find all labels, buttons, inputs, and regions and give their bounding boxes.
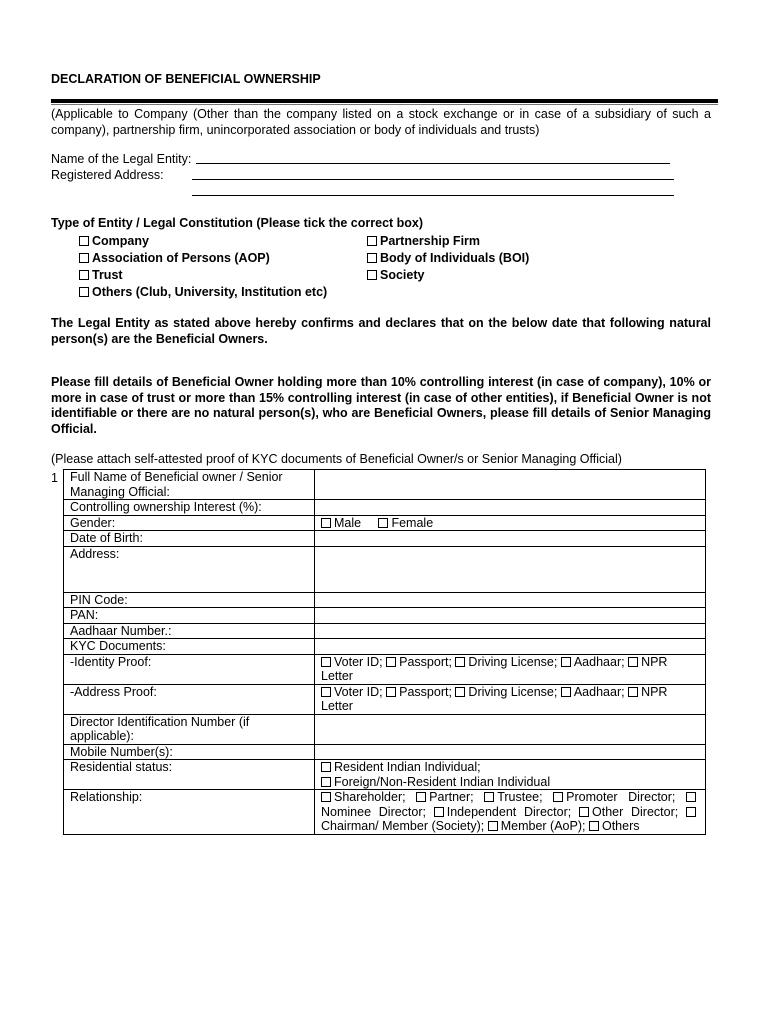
- table-row: [64, 515, 706, 531]
- table-row: [64, 639, 706, 655]
- checkbox[interactable]: [488, 821, 498, 831]
- relationship-trustee[interactable]: Trustee;: [484, 790, 542, 804]
- relationship-shareholder[interactable]: Shareholder;: [321, 790, 406, 804]
- address-passport[interactable]: Passport;: [386, 685, 452, 699]
- option-boi[interactable]: Body of Individuals (BOI): [367, 251, 529, 265]
- checkbox[interactable]: [628, 687, 638, 697]
- address-driving-license[interactable]: Driving License;: [455, 685, 557, 699]
- mobile-field[interactable]: [315, 744, 706, 760]
- entity-type-heading: Type of Entity / Legal Constitution (Please tick the correct box): [51, 216, 424, 230]
- relationship-promoter-director[interactable]: Promoter Director;: [553, 790, 675, 804]
- table-row: [64, 760, 706, 790]
- legal-entity-name-label: Name of the Legal Entity:: [51, 152, 192, 166]
- gender-option-female[interactable]: Female: [378, 516, 433, 530]
- address-field[interactable]: [315, 546, 706, 592]
- dob-label: Date of Birth:: [64, 531, 315, 547]
- document-title: DECLARATION OF BENEFICIAL OWNERSHIP: [51, 72, 321, 86]
- address-aadhaar[interactable]: Aadhaar;: [561, 685, 625, 699]
- identity-proof-options: Voter ID; Passport; Driving License; Aadhaar; NPR Letter: [315, 654, 706, 684]
- checkbox[interactable]: [79, 253, 89, 263]
- residential-foreign-nri[interactable]: Foreign/Non-Resident Indian Individual: [321, 775, 699, 790]
- checkbox[interactable]: [367, 253, 377, 263]
- checkbox[interactable]: [686, 792, 696, 802]
- checkbox[interactable]: [561, 687, 571, 697]
- pin-field[interactable]: [315, 592, 706, 608]
- title-divider-shadow: [51, 104, 718, 105]
- controlling-interest-label: Controlling ownership Interest (%):: [64, 500, 315, 516]
- checkbox[interactable]: [367, 270, 377, 280]
- gender-option-male[interactable]: Male: [321, 516, 361, 530]
- table-row: [64, 654, 706, 684]
- identity-proof-label: -Identity Proof:: [64, 654, 315, 684]
- title-divider: [51, 99, 718, 103]
- table-row: [64, 531, 706, 547]
- table-row: [64, 744, 706, 760]
- identity-npr-letter[interactable]: [628, 655, 641, 669]
- gender-label: Gender:: [64, 515, 315, 531]
- kyc-label: KYC Documents:: [64, 639, 315, 655]
- relationship-other-director[interactable]: Other Director;: [579, 805, 678, 819]
- checkbox[interactable]: [579, 807, 589, 817]
- checkbox[interactable]: [367, 236, 377, 246]
- kyc-field: [315, 639, 706, 655]
- checkbox[interactable]: [589, 821, 599, 831]
- option-society[interactable]: Society: [367, 268, 424, 282]
- checkbox[interactable]: [553, 792, 563, 802]
- checkbox[interactable]: [321, 687, 331, 697]
- identity-driving-license[interactable]: Driving License;: [455, 655, 557, 669]
- checkbox[interactable]: [455, 657, 465, 667]
- relationship-others[interactable]: Others: [589, 819, 640, 833]
- table-row: [64, 608, 706, 624]
- beneficial-owner-table: [63, 469, 706, 835]
- checkbox[interactable]: [484, 792, 494, 802]
- relationship-nominee-director[interactable]: [686, 790, 699, 804]
- gender-field: [315, 515, 706, 531]
- instruction-paragraph: Please fill details of Beneficial Owner holding more than 10% controlling interest (in case of company), 10% or more in case of trust or more than 15% controlling interest (in case of other entities), if Beneficial Owner is not identifiable or there are no natural person(s), who are Beneficial Owners, please fill details of Senior Managing Official.: [51, 375, 711, 436]
- checkbox[interactable]: [378, 518, 388, 528]
- option-partnership-firm[interactable]: Partnership Firm: [367, 234, 480, 248]
- registered-address-field-2[interactable]: [192, 195, 674, 196]
- attach-note: (Please attach self-attested proof of KYC documents of Beneficial Owner/s or Senior Managing Official): [51, 452, 622, 466]
- checkbox[interactable]: [79, 236, 89, 246]
- din-field[interactable]: [315, 714, 706, 744]
- relationship-partner[interactable]: Partner;: [416, 790, 473, 804]
- controlling-interest-field[interactable]: [315, 500, 706, 516]
- registered-address-field-1[interactable]: [192, 179, 674, 180]
- option-company[interactable]: Company: [79, 234, 149, 248]
- registered-address-label: Registered Address:: [51, 168, 164, 182]
- relationship-independent-director[interactable]: Independent Director;: [434, 805, 572, 819]
- table-row: [64, 684, 706, 714]
- pin-label: PIN Code:: [64, 592, 315, 608]
- checkbox[interactable]: [321, 792, 331, 802]
- checkbox[interactable]: [686, 807, 696, 817]
- din-label: Director Identification Number (if applicable):: [64, 714, 315, 744]
- dob-field[interactable]: [315, 531, 706, 547]
- identity-passport[interactable]: Passport;: [386, 655, 452, 669]
- registered-address-row: [51, 168, 164, 182]
- table-row: [64, 470, 706, 500]
- checkbox[interactable]: [434, 807, 444, 817]
- table-row: [64, 500, 706, 516]
- residential-status-label: Residential status:: [64, 760, 315, 790]
- full-name-label: Full Name of Beneficial owner / Senior Managing Official:: [64, 470, 315, 500]
- option-aop[interactable]: Association of Persons (AOP): [79, 251, 270, 265]
- checkbox[interactable]: [455, 687, 465, 697]
- table-row: [64, 714, 706, 744]
- address-npr-letter[interactable]: [628, 685, 641, 699]
- relationship-chairman-member[interactable]: [686, 805, 699, 819]
- residential-status-options: [315, 760, 706, 790]
- applicability-note: (Applicable to Company (Other than the company listed on a stock exchange or in case of a subsidiary of such a company), partnership firm, unincorporated association or body of individuals and trusts): [51, 107, 711, 137]
- checkbox[interactable]: [386, 687, 396, 697]
- row-number: 1: [51, 471, 58, 485]
- checkbox[interactable]: [386, 657, 396, 667]
- identity-voter-id[interactable]: Voter ID;: [321, 655, 383, 669]
- address-proof-label: -Address Proof:: [64, 684, 315, 714]
- address-voter-id[interactable]: Voter ID;: [321, 685, 383, 699]
- pan-field[interactable]: [315, 608, 706, 624]
- pan-label: PAN:: [64, 608, 315, 624]
- table-row: [64, 592, 706, 608]
- checkbox[interactable]: [561, 657, 571, 667]
- option-trust[interactable]: Trust: [79, 268, 123, 282]
- checkbox[interactable]: [628, 657, 638, 667]
- checkbox[interactable]: [416, 792, 426, 802]
- mobile-label: Mobile Number(s):: [64, 744, 315, 760]
- full-name-field[interactable]: [315, 470, 706, 500]
- checkbox[interactable]: [79, 270, 89, 280]
- address-proof-options: Voter ID; Passport; Driving License; Aadhaar; NPR Letter: [315, 684, 706, 714]
- relationship-member-aop[interactable]: Member (AoP);: [488, 819, 586, 833]
- residential-resident-indian[interactable]: Resident Indian Individual;: [321, 760, 699, 775]
- option-others[interactable]: Others (Club, University, Institution etc): [79, 285, 327, 299]
- checkbox[interactable]: [321, 762, 331, 772]
- address-label: Address:: [64, 546, 315, 592]
- table-row: [64, 546, 706, 592]
- relationship-options: Shareholder; Partner; Trustee; Promoter Director; Nominee Director; Independent Director; Other Director; Chairman/ Member (Society); Member (AoP); Others: [315, 790, 706, 835]
- legal-entity-name-row: [51, 152, 191, 166]
- checkbox[interactable]: [79, 287, 89, 297]
- confirmation-paragraph: The Legal Entity as stated above hereby confirms and declares that on the below date that following natural person(s) are the Beneficial Owners.: [51, 316, 711, 346]
- table-row: [64, 623, 706, 639]
- checkbox[interactable]: [321, 657, 331, 667]
- identity-aadhaar[interactable]: Aadhaar;: [561, 655, 625, 669]
- legal-entity-name-field[interactable]: [196, 163, 670, 164]
- aadhaar-label: Aadhaar Number.:: [64, 623, 315, 639]
- relationship-label: Relationship:: [64, 790, 315, 835]
- checkbox[interactable]: [321, 518, 331, 528]
- checkbox[interactable]: [321, 777, 331, 787]
- table-row: [64, 790, 706, 835]
- aadhaar-field[interactable]: [315, 623, 706, 639]
